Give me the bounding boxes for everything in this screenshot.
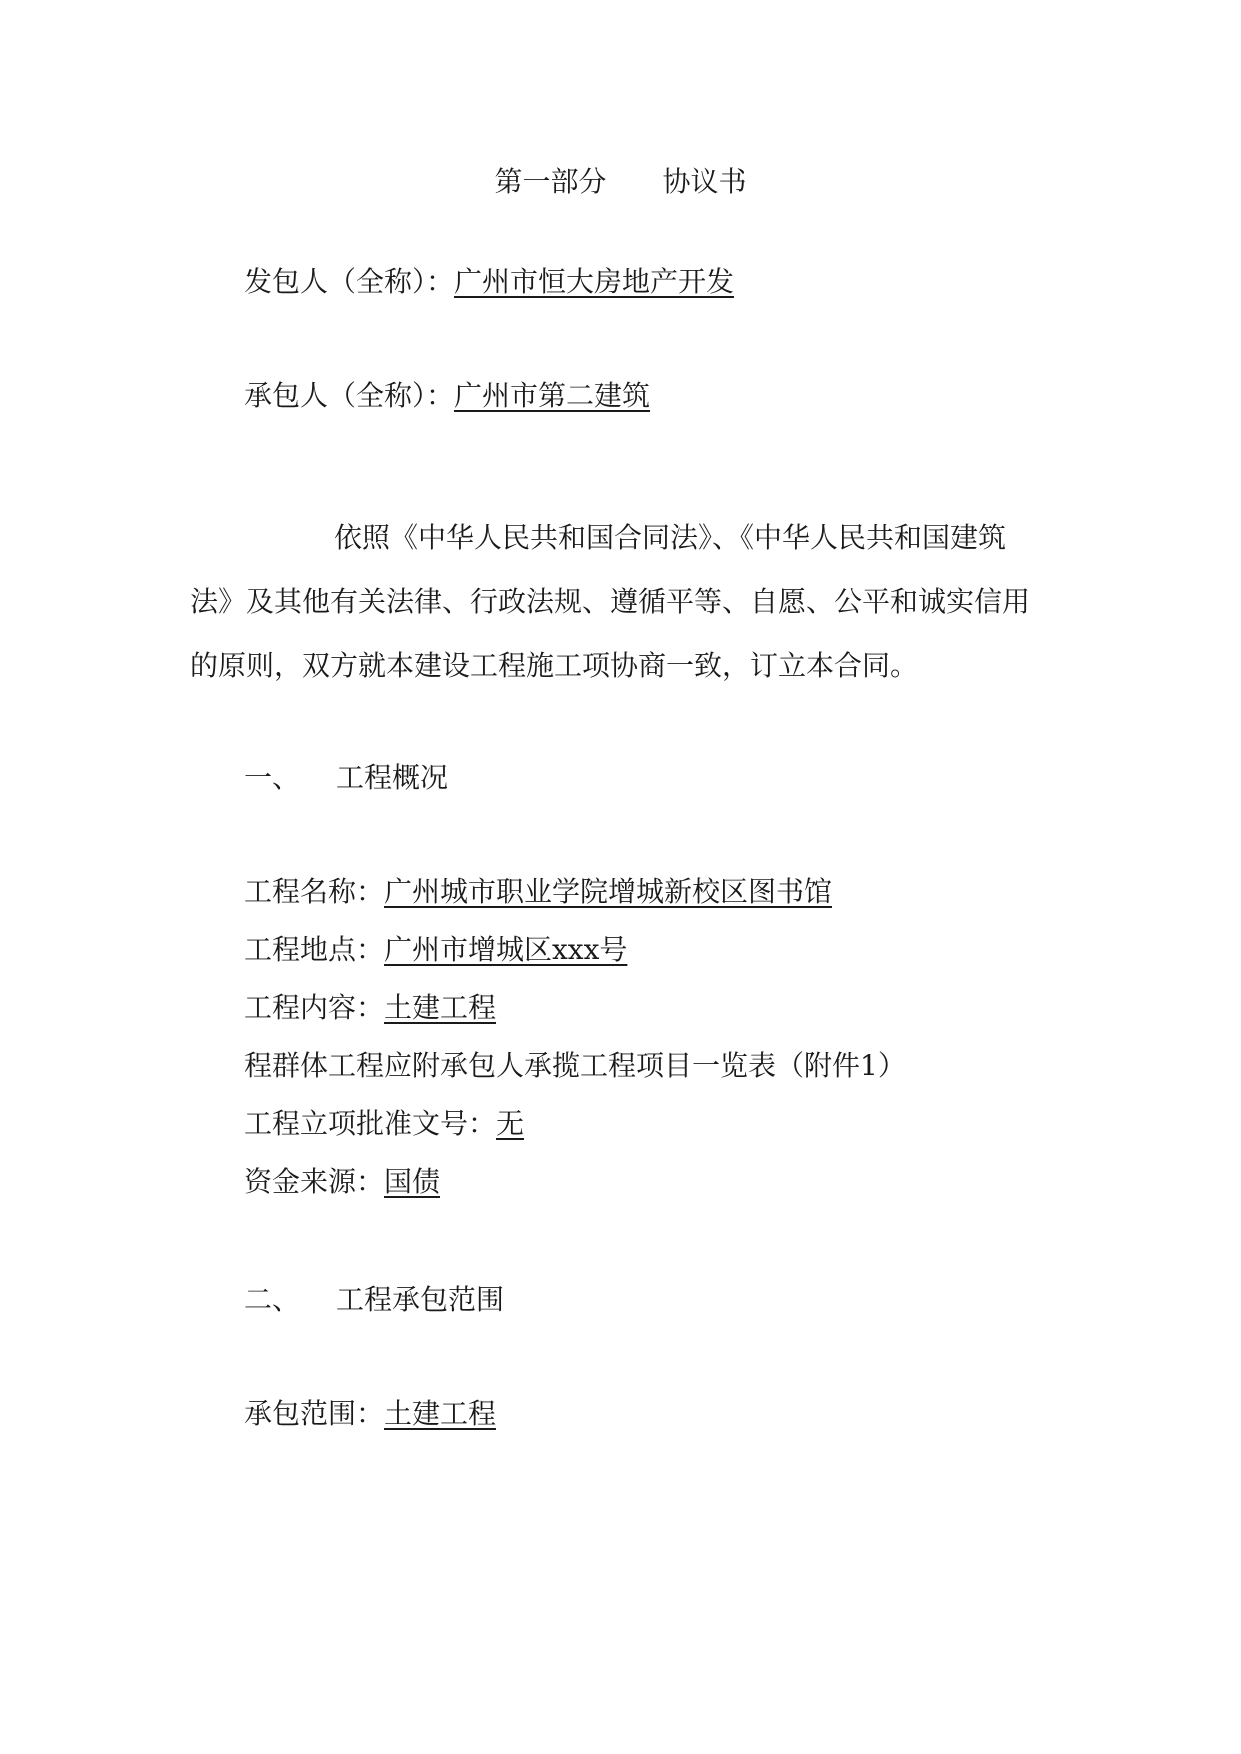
project-content-label: 工程内容： [244, 991, 385, 1024]
project-location-label: 工程地点： [244, 933, 385, 966]
project-content-line [244, 988, 496, 1028]
employer-value: 广州市恒大房地产开发 [454, 265, 735, 298]
annex-note: 程群体工程应附承包人承揽工程项目一览表（附件1） [244, 1049, 906, 1082]
approval-value: 无 [496, 1107, 525, 1140]
project-content-value: 土建工程 [384, 991, 497, 1024]
section-1-number: 一、 [244, 761, 301, 794]
contractor-value: 广州市第二建筑 [454, 379, 651, 412]
scope-line [244, 1394, 496, 1434]
funding-label: 资金来源： [244, 1165, 385, 1198]
project-name-label: 工程名称： [244, 875, 385, 908]
approval-label: 工程立项批准文号： [244, 1107, 497, 1140]
preamble-line-2: 法》及其他有关法律、行政法规、遵循平等、自愿、公平和诚实信用 [190, 585, 1031, 618]
preamble-line-3: 的原则，双方就本建设工程施工项协商一致，订立本合同。 [190, 649, 919, 682]
project-name-line [244, 872, 832, 912]
funding-line [244, 1162, 440, 1202]
section-2-title: 工程承包范围 [336, 1283, 505, 1316]
title-name: 协议书 [662, 165, 747, 198]
section-2-number: 二、 [244, 1283, 301, 1316]
preamble-line-1: 依照《中华人民共和国合同法》、《中华人民共和国建筑 [334, 521, 1007, 554]
scope-label: 承包范围： [244, 1397, 385, 1430]
page-title [0, 162, 1241, 202]
project-location-line [244, 930, 627, 970]
section-1-heading [244, 758, 448, 798]
contractor-label: 承包人（全称）： [244, 379, 455, 412]
scope-value: 土建工程 [384, 1397, 497, 1430]
employer-label: 发包人（全称）： [244, 265, 455, 298]
project-location-value: 广州市增城区xxx号 [384, 933, 628, 966]
section-2-heading [244, 1280, 504, 1320]
approval-line [244, 1104, 524, 1144]
section-1-title: 工程概况 [336, 761, 449, 794]
title-part: 第一部分 [494, 165, 607, 198]
project-name-value: 广州城市职业学院增城新校区图书馆 [384, 875, 833, 908]
funding-value: 国债 [384, 1165, 441, 1198]
contractor-line [244, 376, 650, 416]
employer-line [244, 262, 734, 302]
